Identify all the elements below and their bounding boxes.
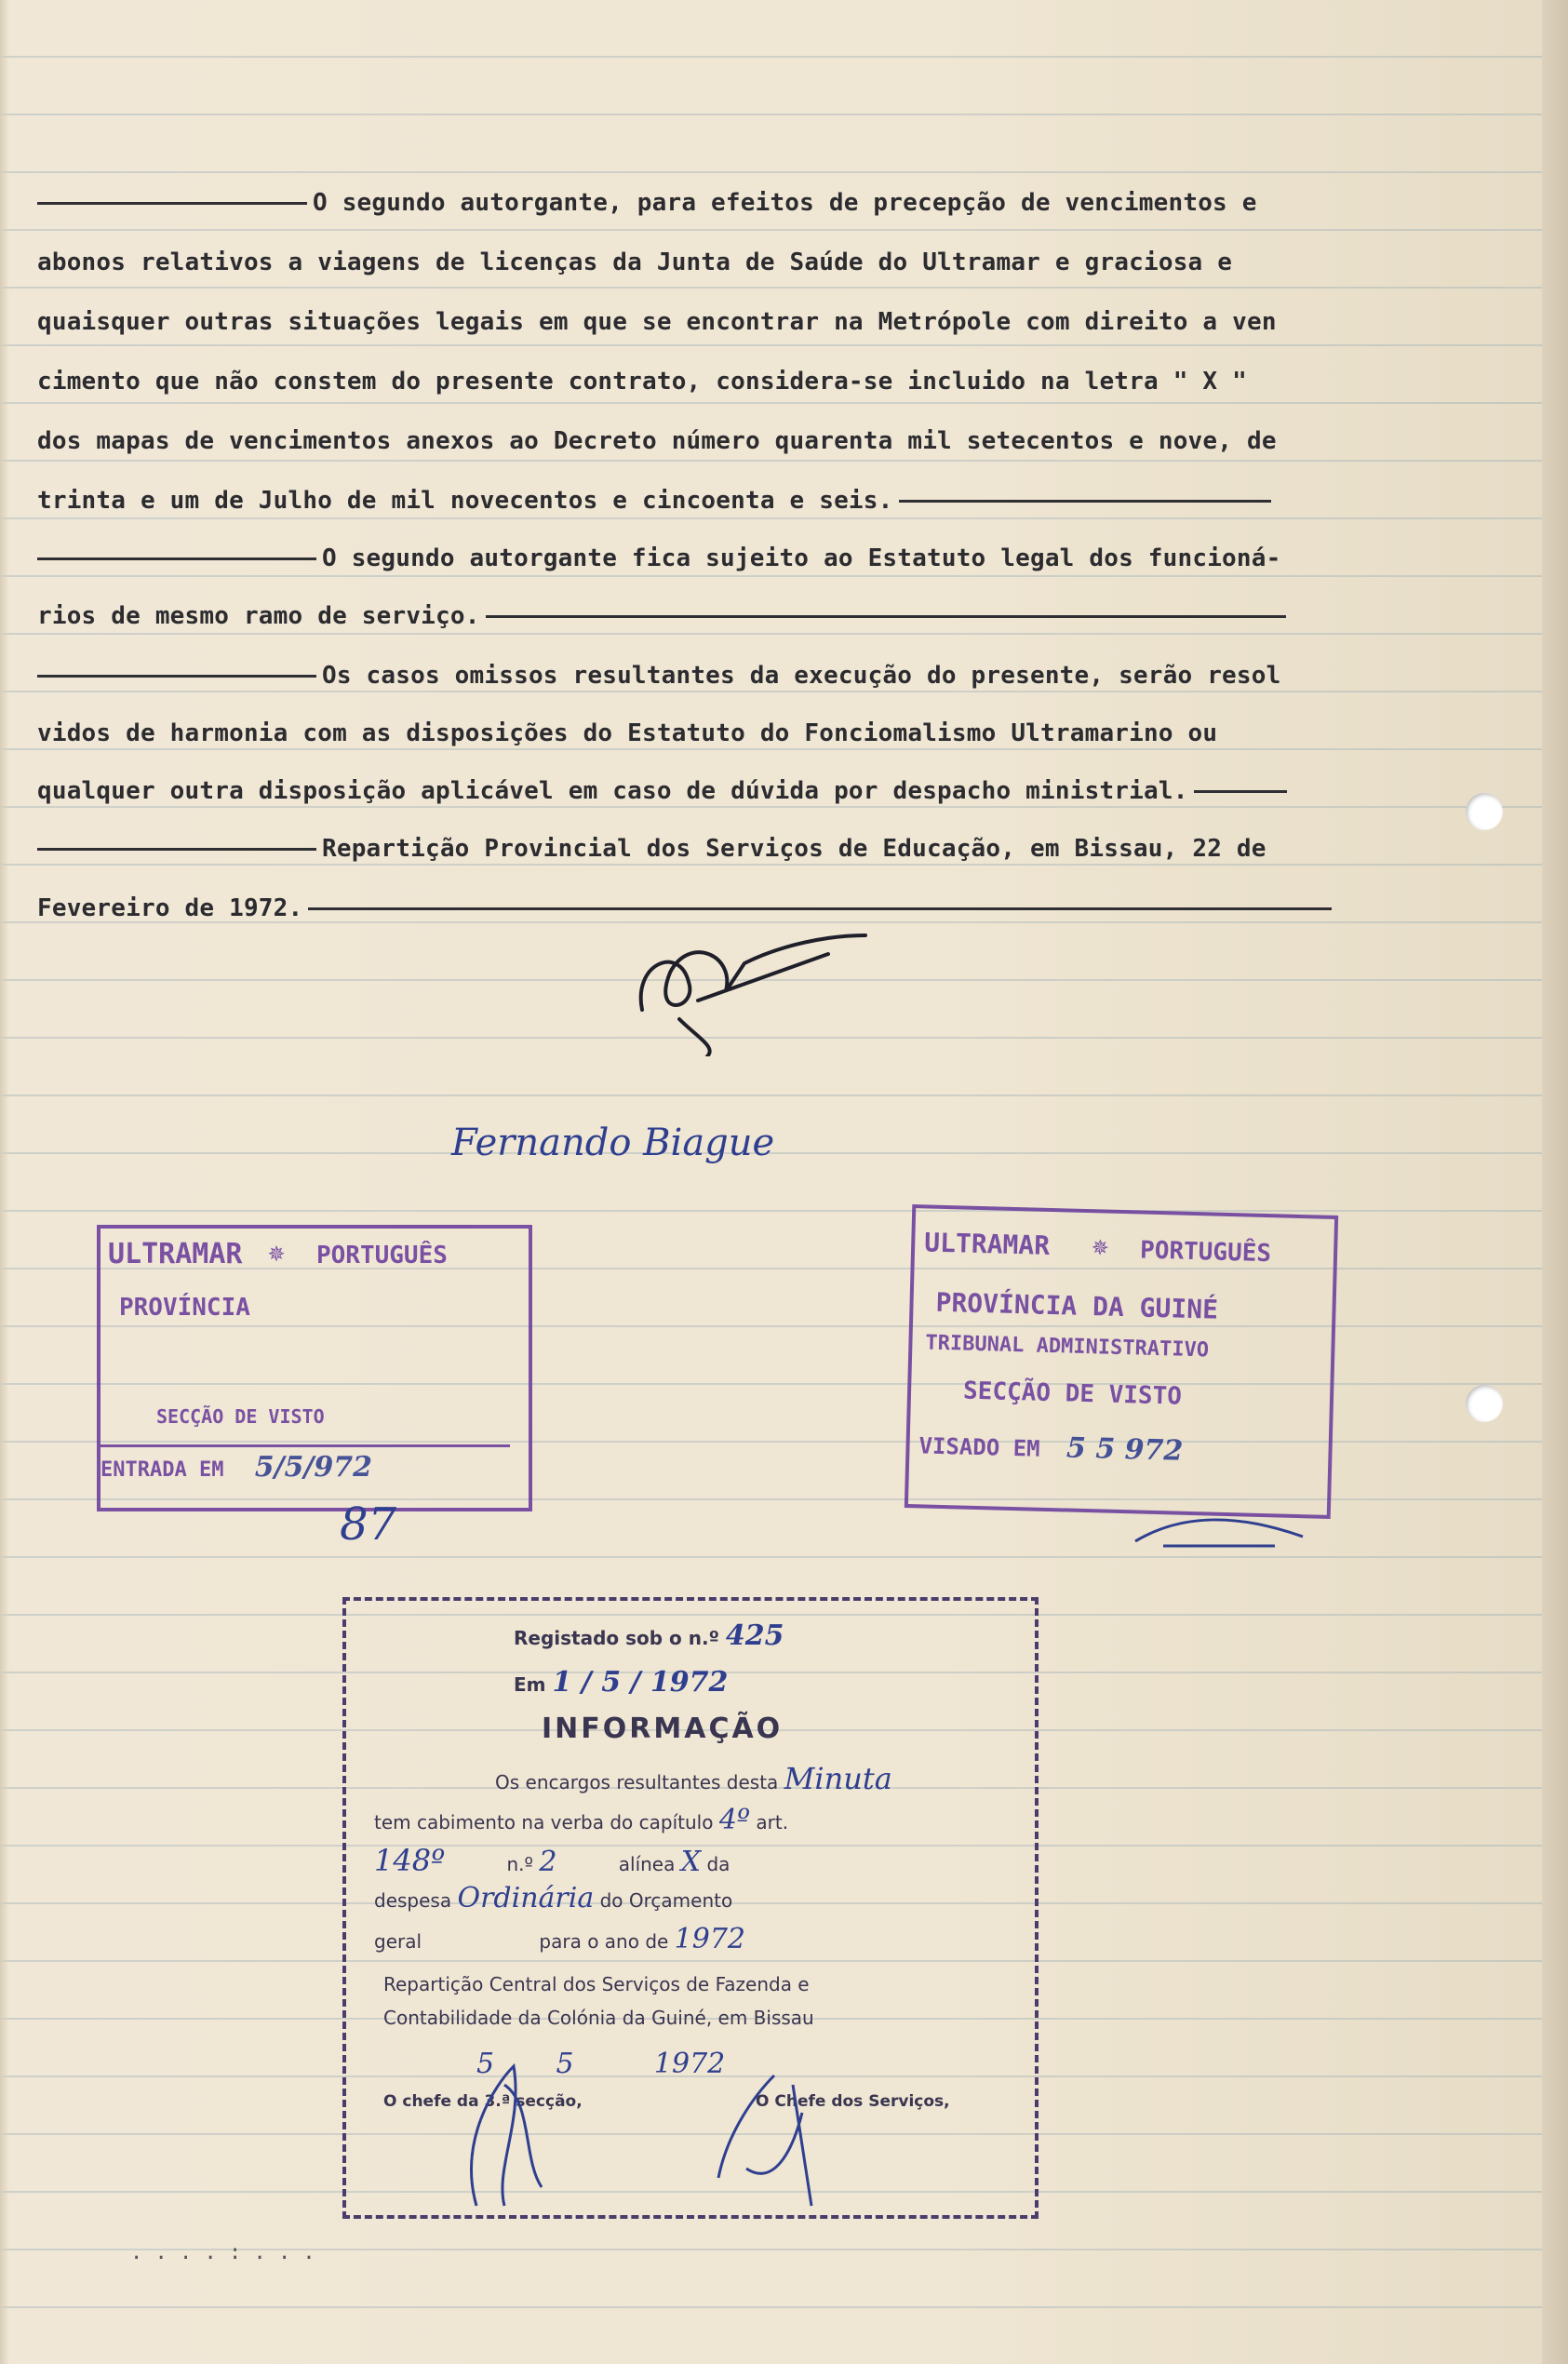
info-em: Em 1 / 5 / 1972 — [514, 1666, 729, 1699]
text-line-10: vidos de harmonia com as disposições do Estatuto do Fonciomalismo Ultramarino ou — [37, 719, 1218, 747]
stamp-right-seccao: SECÇÃO DE VISTO — [962, 1377, 1183, 1411]
page-right-edge — [1542, 0, 1568, 2364]
text-line-13: Fevereiro de 1972. — [37, 890, 1349, 927]
text-line-12: Repartição Provincial dos Serviços de Educação, em Bissau, 22 de — [37, 830, 1349, 867]
text-line-1: O segundo autorgante, para efeitos de precepção de vencimentos e — [37, 184, 1349, 222]
info-artigo: 148º n.º 2 alínea X da — [374, 1843, 730, 1878]
info-signatures — [439, 2029, 960, 2215]
info-reparticao-2: Contabilidade da Colónia da Guiné, em Bissau — [383, 2007, 814, 2029]
stamp-left-portugues: PORTUGUÊS — [316, 1242, 448, 1269]
info-date: 5 5 1972 — [476, 2048, 726, 2080]
text-line-5: dos mapas de vencimentos anexos ao Decreto número quarenta mil setecentos e nove, de — [37, 427, 1277, 455]
text-line-9: Os casos omissos resultantes da execução do presente, serão resol — [37, 657, 1349, 694]
stamp-left-ultramar: ULTRAMAR — [108, 1238, 243, 1270]
stamp-left — [97, 1225, 532, 1511]
signature-name: Fernando Biague — [451, 1122, 775, 1164]
signature-scribble — [614, 907, 893, 1056]
stamp-right — [905, 1204, 1338, 1519]
bottom-dots: . . . . : . . . — [130, 2241, 315, 2264]
text-line-7: O segundo autorgante fica sujeito ao Estatuto legal dos funcioná- — [37, 540, 1349, 577]
binder-hole-bottom — [1466, 1385, 1503, 1422]
text-line-3: quaisquer outras situações legais em que se encontrar na Metrópole com direito a ven — [37, 308, 1277, 336]
stamp-left-initials: 87 — [340, 1498, 397, 1551]
stamp-right-flourish — [1126, 1504, 1312, 1560]
stamp-right-provincia: PROVÍNCIA DA GUINÉ — [935, 1286, 1219, 1325]
info-title: INFORMAÇÃO — [542, 1713, 784, 1745]
info-despesa: despesa Ordinária do Orçamento — [374, 1882, 733, 1914]
text-line-6: trinta e um de Julho de mil novecentos e cincoenta e seis. — [37, 482, 1349, 519]
info-chefe-seccao: O chefe da 3.ª secção, — [383, 2092, 583, 2111]
text-line-4: cimento que não constem do presente contrato, considera-se incluido na letra " X " — [37, 368, 1247, 396]
text-line-2: abonos relativos a viagens de licenças da Junta de Saúde do Ultramar e graciosa e — [37, 248, 1233, 276]
stamp-right-portugues: PORTUGUÊS — [1139, 1236, 1272, 1269]
stamp-right-ultramar: ULTRAMAR — [923, 1227, 1051, 1261]
stamp-left-entrada: ENTRADA EM 5/5/972 — [101, 1444, 510, 1484]
binder-hole-top — [1466, 793, 1503, 830]
stamp-right-tribunal: TRIBUNAL ADMINISTRATIVO — [925, 1331, 1210, 1363]
stamp-left-provincia: PROVÍNCIA — [119, 1294, 250, 1322]
page-left-edge — [0, 0, 9, 2364]
stamp-right-emblem-icon: ✵ — [1091, 1229, 1109, 1263]
info-reparticao-1: Repartição Central dos Serviços de Fazenda e — [383, 1973, 810, 1995]
stamp-left-seccao: SECÇÃO DE VISTO — [156, 1405, 325, 1428]
text-line-11: qualquer outra disposição aplicável em caso de dúvida por despacho ministrial. — [37, 772, 1349, 810]
info-cabimento: tem cabimento na verba do capítulo 4º art. — [374, 1804, 789, 1836]
info-ano: geral para o ano de 1972 — [374, 1923, 746, 1955]
info-chefe-servicos: O Chefe dos Serviços, — [756, 2092, 950, 2111]
info-encargos: Os encargos resultantes desta Minuta — [495, 1761, 892, 1796]
text-line-8: rios de mesmo ramo de serviço. — [37, 598, 1349, 635]
informacao-stamp — [342, 1597, 1039, 2219]
stamp-left-emblem-icon: ✵ — [268, 1236, 286, 1269]
info-registado: Registado sob o n.º 425 — [514, 1619, 784, 1652]
stamp-right-visado: VISADO EM 5 5 972 — [918, 1431, 1184, 1468]
